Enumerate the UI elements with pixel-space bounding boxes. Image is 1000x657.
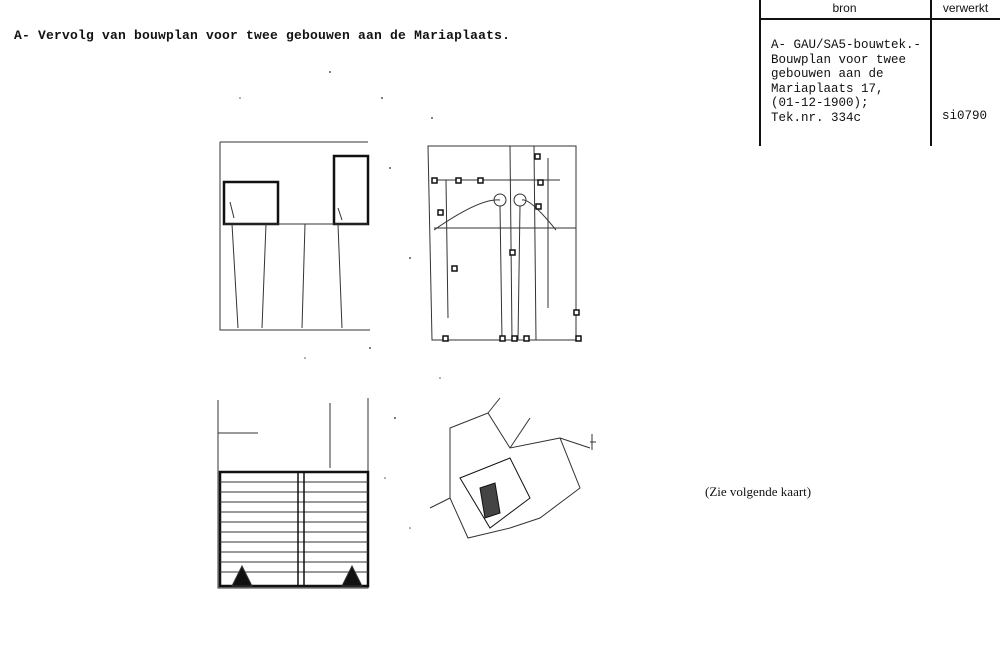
architectural-drawing xyxy=(210,58,610,618)
verwerkt-header: verwerkt xyxy=(942,1,989,15)
table-divider-left xyxy=(759,0,761,146)
bron-header: bron xyxy=(832,1,857,15)
bron-line: Bouwplan voor twee xyxy=(771,52,907,67)
bron-line: A- GAU/SA5-bouwtek.- xyxy=(771,38,922,52)
bron-cell xyxy=(771,38,929,125)
next-card-note: (Zie volgende kaart) xyxy=(705,484,812,499)
bron-line: (01-12-1900); xyxy=(771,96,869,110)
page-title: A- Vervolg van bouwplan voor twee gebouwen aan de Mariaplaats. xyxy=(14,28,511,43)
table-header-rule xyxy=(759,18,1000,20)
table-divider-middle xyxy=(930,0,932,146)
bron-line: Tek.nr. 334c xyxy=(771,110,862,125)
bron-line: gebouwen aan de xyxy=(771,67,884,81)
bron-line: Mariaplaats 17, xyxy=(771,81,884,96)
building-plan-drawing xyxy=(210,58,610,618)
verwerkt-cell: si0790 xyxy=(942,109,988,123)
